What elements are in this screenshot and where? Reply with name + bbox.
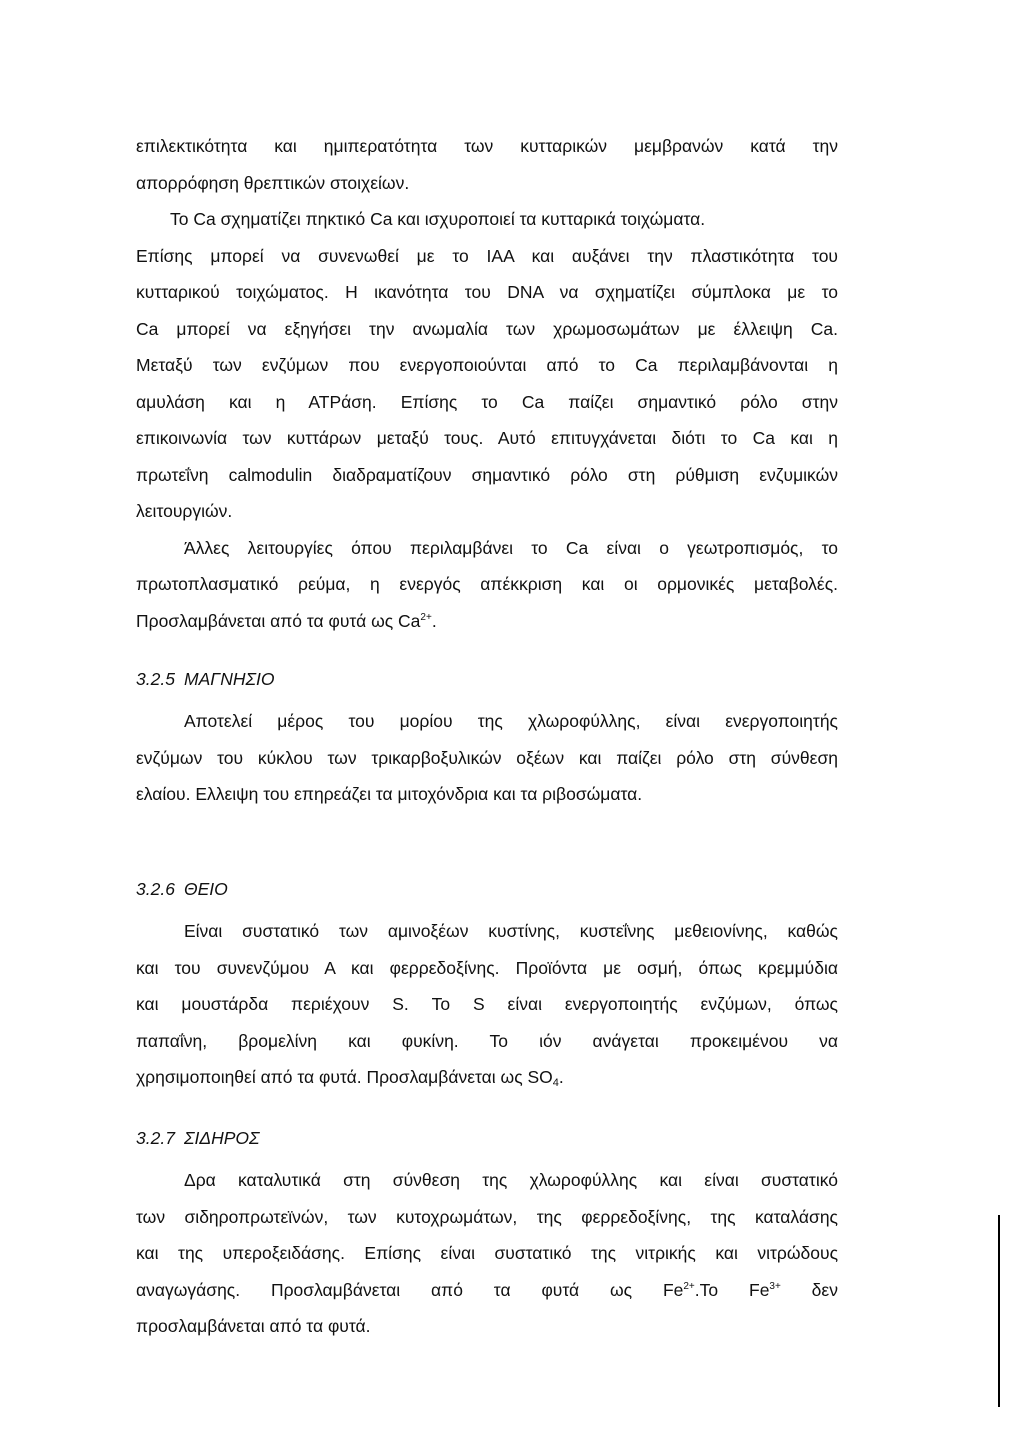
text-run: . [431,610,437,631]
text-line: πρωτεΐνη calmodulin διαδραματίζουν σημαντικό ρόλο στη ρύθμιση ενζυμικών [136,464,838,485]
section-number: 3.2.5 [136,669,175,689]
section-heading [136,669,274,690]
text-line: και του συνενζύμου Α και φερρεδοξίνης. Προϊόντα με οσμή, όπως κρεμμύδια [136,957,838,978]
text-line: πρωτοπλασματικό ρεύμα, η ενεργός απέκκριση και οι ορμονικές μεταβολές. [136,574,838,594]
text-run: χρησιμοποιηθεί από τα φυτά. Προσλαμβάνεται ως SO [136,1067,553,1087]
text-line: επιλεκτικότητα και ημιπερατότητα των κυτταρικών μεμβρανών κατά την [136,136,838,156]
text-line: Δρα καταλυτικά στη σύνθεση της χλωροφύλλης και είναι συστατικό [184,1170,838,1190]
text-run: αναγωγάσης. Προσλαμβάνεται από τα φυτά ως Fe [136,1279,684,1300]
text-line: αμυλάση και η ΑΤΡάση. Επίσης το Ca παίζει σημαντικό ρόλο στην [136,391,838,412]
margin-rule [998,1215,1000,1407]
calcium-paragraphs [136,128,838,639]
text-line: Είναι συστατικό των αμινοξέων κυστίνης, κυστεΐνης μεθειονίνης, καθώς [184,921,838,941]
magnesium-paragraph [136,703,838,813]
text-line: ελαίου. Ελλειψη του επηρεάζει τα μιτοχόνδρια και τα ριβοσώματα. [136,784,643,804]
superscript: 3+ [769,1280,781,1292]
text-line: ενζύμων του κύκλου των τρικαρβοξυλικών οξέων και παίζει ρόλο στη σύνθεση [136,747,838,768]
text-line [136,1272,838,1309]
section-number: 3.2.6 [136,879,175,899]
subscript: 4 [552,1077,559,1089]
text-line: προσλαμβάνεται από τα φυτά. [136,1316,371,1336]
text-line [136,603,838,640]
superscript: 2+ [683,1280,695,1292]
text-line: απορρόφηση θρεπτικών στοιχείων. [136,172,410,193]
section-heading [136,1128,260,1149]
text-line: Το Ca σχηματίζει πηκτικό Ca και ισχυροποιεί τα κυτταρικά τοιχώματα. [170,209,706,229]
text-line: των σιδηροπρωτεϊνών, των κυτοχρωμάτων, της φερρεδοξίνης, της καταλάσης [136,1206,838,1227]
superscript: 2+ [420,611,432,623]
text-line: παπαΐνη, βρομελίνη και φυκίνη. Το ιόν ανάγεται προκειμένου να [136,1030,838,1051]
text-run: .Το Fe [694,1279,770,1300]
text-line: Αποτελεί μέρος του μορίου της χλωροφύλλης, είναι ενεργοποιητής [184,711,838,731]
text-line: και μουστάρδα περιέχουν S. Το S είναι ενεργοποιητής ενζύμων, όπως [136,994,838,1014]
text-run: Προσλαμβάνεται από τα φυτά ως Ca [136,610,421,631]
section-number: 3.2.7 [136,1128,175,1148]
text-line [136,1059,838,1096]
text-line: Άλλες λειτουργίες όπου περιλαμβάνει το Ca είναι ο γεωτροπισμός, το [184,537,838,558]
text-line: Μεταξύ των ενζύμων που ενεργοποιούνται από το Ca περιλαμβάνονται η [136,355,838,375]
sulfur-paragraph [136,913,838,1096]
section-title: ΣΙΔΗΡΟΣ [184,1128,260,1148]
text-line: λειτουργιών. [136,501,233,521]
section-title: ΜΑΓΝΗΣΙΟ [184,669,275,689]
iron-paragraph [136,1162,838,1345]
section-title: ΘΕΙΟ [184,879,228,899]
section-heading [136,879,228,900]
text-run: δεν [780,1279,838,1300]
text-line: Ca μπορεί να εξηγήσει την ανωμαλία των χρωμοσωμάτων με έλλειψη Ca. [136,318,838,339]
text-line: Επίσης μπορεί να συνενωθεί με το ΙΑΑ και αυξάνει την πλαστικότητα του [136,245,838,266]
text-line: και της υπεροξειδάσης. Επίσης είναι συστατικό της νιτρικής και νιτρώδους [136,1243,838,1263]
text-line: επικοινωνία των κυττάρων μεταξύ τους. Αυτό επιτυγχάνεται διότι το Ca και η [136,428,838,448]
text-line: κυτταρικού τοιχώματος. Η ικανότητα του DNA να σχηματίζει σύμπλοκα με το [136,282,838,302]
text-run: . [558,1067,564,1087]
